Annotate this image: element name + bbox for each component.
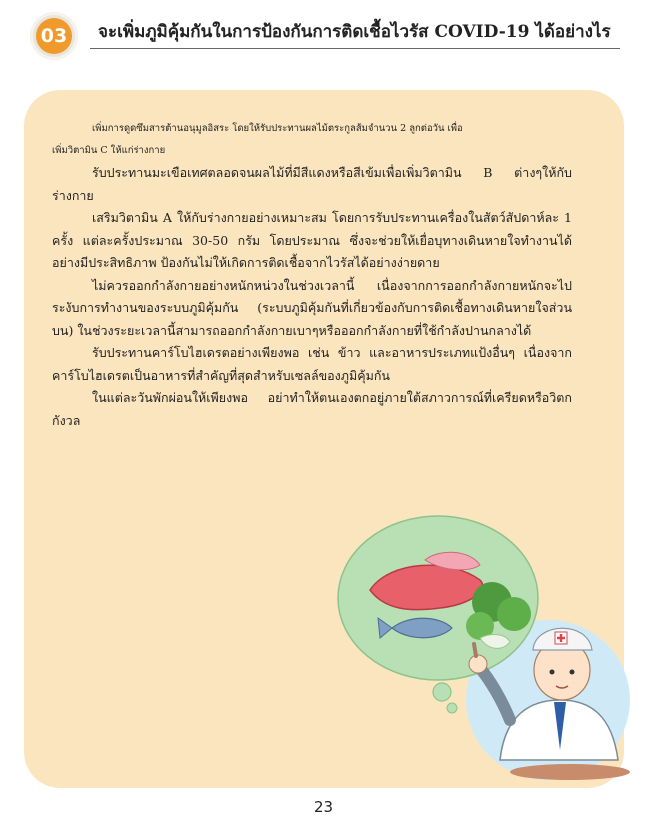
desk-shadow [510,764,630,780]
paragraph-carbohydrate: รับประทานคาร์โบไฮเดรตอย่างเพียงพอ เช่น ข้าว และอาหารประเภทแป้งอื่นๆ เนื่องจากคาร์โบไฮเดรตเป็นอาหารที่สำคัญที่สุดสำหรับเซลล์ของภูมิคุ้มกัน [52,345,572,383]
article-body [52,118,572,432]
paragraph-rest: ในแต่ละวันพักผ่อนให้เพียงพอ อย่าทำให้ตนเองตกอยู่ภายใต้สภาวการณ์ที่เครียดหรือวิตกกังวล [52,390,572,428]
bubble-dot [447,703,457,713]
doctor-eye [570,670,575,675]
intro-line-continued: เพิ่มวิตามิน C ให้แก่ร่างกาย [52,145,166,156]
doctor-hand [469,655,487,673]
doctor-eye [550,670,555,675]
doctor-food-illustration [330,510,630,780]
broccoli-icon [497,597,531,631]
page-title: จะเพิ่มภูมิคุ้มกันในการป้องกันการติดเชื้อไวรัส COVID-19 ได้อย่างไร [98,22,611,42]
paragraph-tomato: รับประทานมะเขือเทศตลอดจนผลไม้ที่มีสีแดงหรือสีเข้มเพื่อเพิ่มวิตามิน B ต่างๆให้กับร่างกาย [52,165,572,203]
title-divider [90,48,620,49]
section-badge [30,12,78,60]
section-number: 03 [36,18,72,54]
pointing-finger [474,644,476,656]
paragraph-exercise: ไม่ควรออกกำลังกายอย่างหนักหน่วงในช่วงเวลานี้ เนื่องจากการออกกำลังกายหนักจะไประงับการทำงานของระบบภูมิคุ้มกัน (ระบบภูมิคุ้มกันที่เกี่ยวข้องกับการติดเชื้อทางเดินหายใจส่วนบน) ในช่วงระยะเวลานี้สามารถออกกำลังกายเบาๆหรือออกกำลังกายที่ใช้กำลังปานกลางได้ [52,277,572,338]
bubble-dot [433,683,451,701]
intro-line: เพิ่มการดูดซึมสารต้านอนุมูลอิสระ โดยให้รับประทานผลไม้ตระกูลส้มจำนวน 2 ลูกต่อวัน เพื่อ [92,123,463,134]
paragraph-vitamin-a: เสริมวิตามิน A ให้กับร่างกายอย่างเหมาะสม โดยการรับประทานเครื่องในสัตว์สัปดาห์ละ 1 ครั้ง แต่ละครั้งประมาณ 30-50 กรัม โดยประมาณ ซึ่งจะช่วยให้เยื่อบุทางเดินหายใจทำงานได้อย่างมีประสิทธิภาพ ป้องกันไม่ให้เกิดการติดเชื้อจากไวรัสได้อย่างง่ายดาย [52,210,572,270]
page-number: 23 [313,798,334,816]
